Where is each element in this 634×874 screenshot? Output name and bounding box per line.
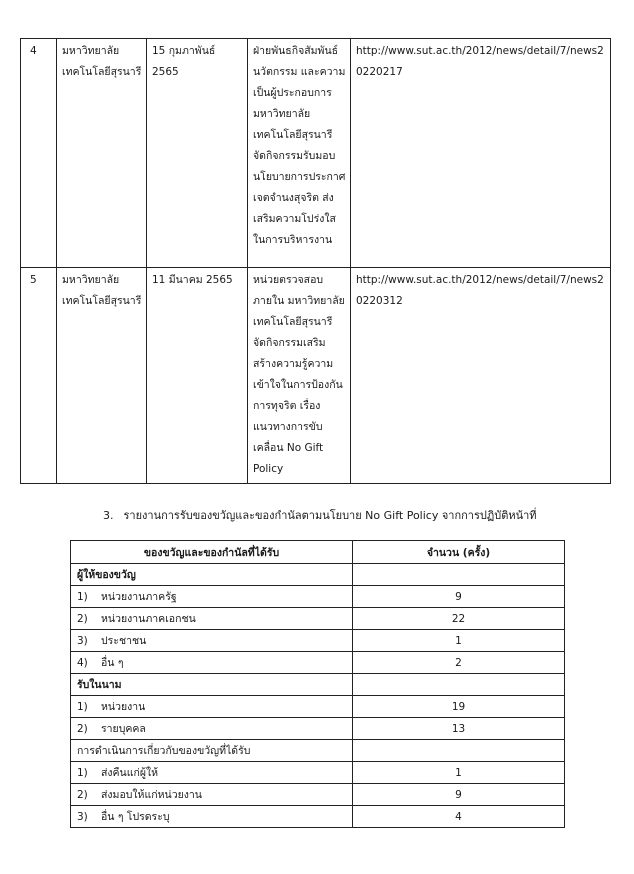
- item-count: 2: [353, 652, 565, 674]
- table-row: [71, 806, 565, 828]
- item-label: ส่งคืนแก่ผู้ให้: [101, 767, 159, 779]
- table-row: [71, 718, 565, 740]
- table-row: [71, 696, 565, 718]
- group-row: [71, 740, 565, 762]
- detail-cell: ฝ่ายพันธกิจสัมพันธ์ นวัตกรรม และความเป็นผู้ประกอบการ มหาวิทยาลัยเทคโนโลยีสุรนารี จัดกิจกรรมรับมอบนโยบายการประกาศเจตจำนงสุจริต ส่งเสริมความโปร่งใสในการบริหารงาน: [248, 39, 351, 268]
- item-number: 3): [77, 811, 88, 823]
- item-label: ประชาชน: [101, 635, 147, 647]
- group-row: [71, 674, 565, 696]
- item-number: 2): [77, 613, 88, 625]
- item-number: 1): [77, 591, 88, 603]
- news-row: [21, 268, 611, 484]
- table-row: [71, 608, 565, 630]
- table-row: [71, 586, 565, 608]
- item-number: 2): [77, 723, 88, 735]
- item-count: 22: [353, 608, 565, 630]
- table-row: [71, 762, 565, 784]
- item-number: 2): [77, 789, 88, 801]
- item-count: 4: [353, 806, 565, 828]
- item-number: 1): [77, 767, 88, 779]
- item-label: อื่น ๆ: [101, 657, 124, 669]
- item-label: ส่งมอบให้แก่หน่วยงาน: [101, 789, 202, 801]
- group-title: การดำเนินการเกี่ยวกับของขวัญที่ได้รับ: [71, 740, 353, 762]
- item-number: 4): [77, 657, 88, 669]
- date-cell: 11 มีนาคม 2565: [147, 268, 248, 484]
- gift-table: [70, 540, 565, 828]
- table-row: [71, 784, 565, 806]
- news-table: [20, 38, 611, 484]
- section-heading: [103, 508, 623, 524]
- group-title: ผู้ให้ของขวัญ: [71, 564, 353, 586]
- url-link[interactable]: http://www.sut.ac.th/2012/news/detail/7/news20220312: [351, 268, 611, 484]
- table-row: [71, 652, 565, 674]
- item-count: 9: [353, 586, 565, 608]
- header-item: ของขวัญและของกำนัลที่ได้รับ: [71, 541, 353, 564]
- section-number: 3.: [103, 509, 114, 522]
- item-label: อื่น ๆ โปรดระบุ: [101, 811, 170, 823]
- news-row: [21, 39, 611, 268]
- date-cell: 15 กุมภาพันธ์ 2565: [147, 39, 248, 268]
- item-count: 13: [353, 718, 565, 740]
- item-number: 1): [77, 701, 88, 713]
- group-count-empty: [353, 674, 565, 696]
- item-label: หน่วยงาน: [101, 701, 146, 713]
- row-number: 4: [21, 39, 57, 268]
- table-header-row: [71, 541, 565, 564]
- group-count-empty: [353, 564, 565, 586]
- item-count: 1: [353, 630, 565, 652]
- item-count: 1: [353, 762, 565, 784]
- item-number: 3): [77, 635, 88, 647]
- item-count: 9: [353, 784, 565, 806]
- detail-cell: หน่วยตรวจสอบภายใน มหาวิทยาลัยเทคโนโลยีสุรนารี จัดกิจกรรมเสริมสร้างความรู้ความเข้าใจในการป้องกันการทุจริต เรื่อง แนวทางการขับเคลื่อน No Gift Policy: [248, 268, 351, 484]
- item-count: 19: [353, 696, 565, 718]
- agency-cell: มหาวิทยาลัยเทคโนโลยีสุรนารี: [57, 39, 147, 268]
- section-title-text: รายงานการรับของขวัญและของกำนัลตามนโยบาย No Gift Policy จากการปฏิบัติหน้าที่: [123, 509, 537, 522]
- group-title: รับในนาม: [71, 674, 353, 696]
- url-link[interactable]: http://www.sut.ac.th/2012/news/detail/7/news20220217: [351, 39, 611, 268]
- group-count-empty: [353, 740, 565, 762]
- header-count: จำนวน (ครั้ง): [353, 541, 565, 564]
- row-number: 5: [21, 268, 57, 484]
- agency-cell: มหาวิทยาลัยเทคโนโลยีสุรนารี: [57, 268, 147, 484]
- item-label: รายบุคคล: [101, 723, 146, 735]
- table-row: [71, 630, 565, 652]
- item-label: หน่วยงานภาคเอกชน: [101, 613, 196, 625]
- item-label: หน่วยงานภาครัฐ: [101, 591, 177, 603]
- group-row: [71, 564, 565, 586]
